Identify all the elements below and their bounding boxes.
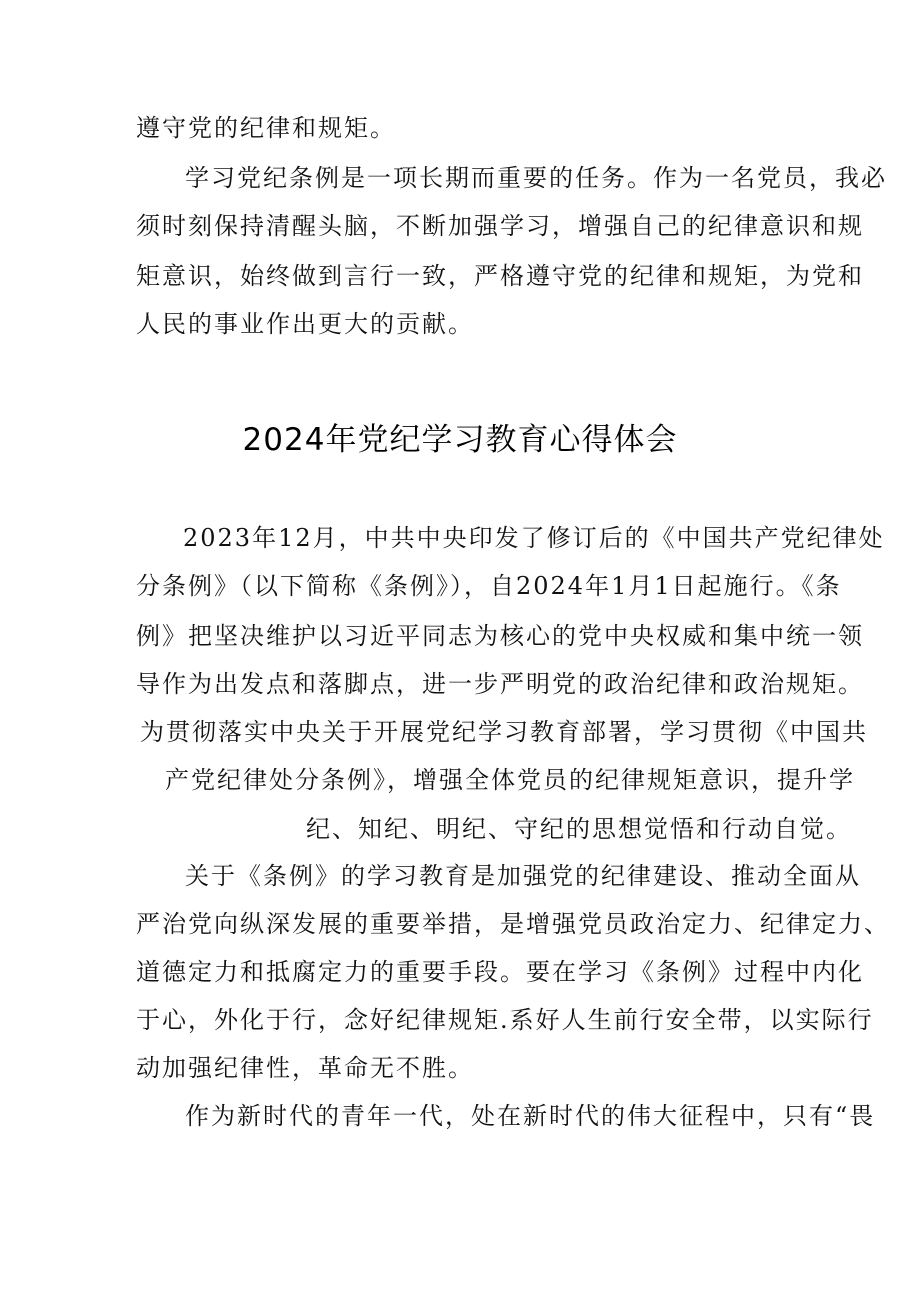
- body-line-10: 道德定力和抵腐定力的重要手段。要在学习《条例》过程中内化: [136, 958, 864, 986]
- body-line-7: 纪、知纪、明纪、守纪的思想觉悟和行动自觉。: [306, 815, 852, 843]
- intro-line-1: 遵守党的纪律和规矩。: [136, 114, 396, 142]
- body-line-4: 导作为出发点和落脚点，进一步严明党的政治纪律和政治规矩。: [136, 670, 864, 698]
- body-line-6: 产党纪律处分条例》，增强全体党员的纪律规矩意识，提升学: [165, 766, 855, 794]
- document-title: 2024年党纪学习教育心得体会: [242, 422, 678, 458]
- body-line-13: 作为新时代的青年一代，处在新时代的伟大征程中，只有“畏: [185, 1102, 876, 1130]
- body-line-5: 为贯彻落实中央关于开展党纪学习教育部署，学习贯彻《中国共: [140, 718, 868, 746]
- body-line-12: 动加强纪律性，革命无不胜。: [136, 1054, 474, 1082]
- intro-line-2: 学习党纪条例是一项长期而重要的任务。作为一名党员，我必: [185, 164, 887, 192]
- body-line-1: 2023年12月，中共中央印发了修订后的《中国共产党纪律处: [183, 524, 885, 552]
- body-line-2: 分条例》（以下简称《条例》），自2024年1月1日起施行。《条: [136, 572, 842, 600]
- body-line-8: 关于《条例》的学习教育是加强党的纪律建设、推动全面从: [185, 862, 861, 890]
- body-line-11: 于心，外化于行，念好纪律规矩.系好人生前行安全带，以实际行: [136, 1006, 874, 1034]
- body-line-9: 严治党向纵深发展的重要举措，是增强党员政治定力、纪律定力、: [136, 910, 890, 938]
- intro-line-5: 人民的事业作出更大的贡献。: [136, 310, 474, 338]
- intro-line-4: 矩意识，始终做到言行一致，严格遵守党的纪律和规矩，为党和: [136, 262, 864, 290]
- intro-line-3: 须时刻保持清醒头脑，不断加强学习，增强自己的纪律意识和规: [136, 212, 864, 240]
- body-line-3: 例》把坚决维护以习近平同志为核心的党中央权威和集中统一领: [136, 622, 864, 650]
